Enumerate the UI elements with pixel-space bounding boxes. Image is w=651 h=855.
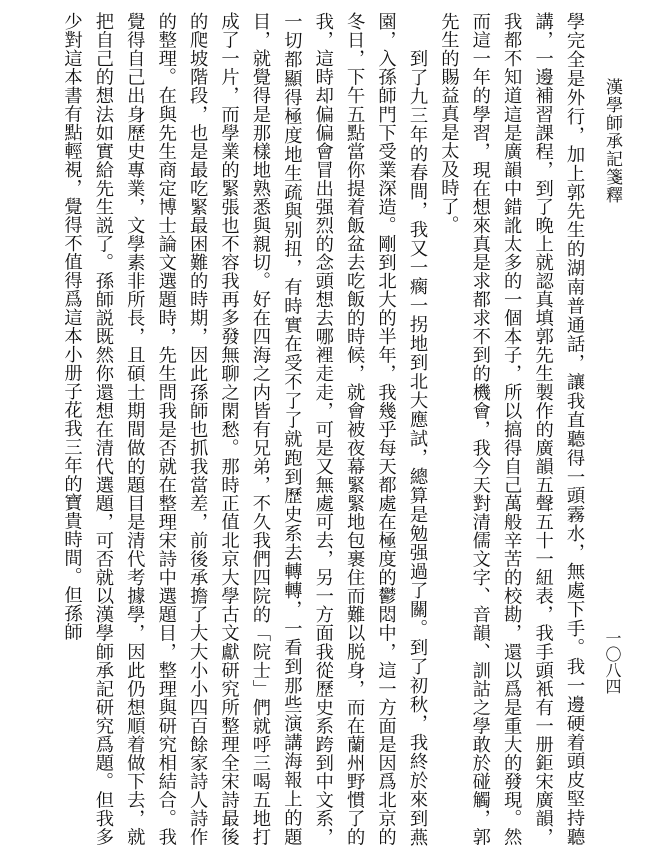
paragraph-continuation: 學完全是外行，加上郭先生的湖南普通話，讓我直聽得一頭霧水，無處下手。我一邊硬着頭皮堅持聽講，一邊補習課程，到了晚上就認真填郭先生製作的廣韻五聲五十一紐表，我手頭衹有一册鉅宋廣韻，我都不知道這是廣韻中錯訛太多的一個本子，所以搞得自己萬般辛苦的校勘，還以爲是重大的發現。然而這一年的學習，現在想來真是求都求不到的機會，我今天對清儒文字、音韻、訓詁之學敢於碰觸，郭先生的賜益真是太及時了。 [438, 12, 585, 846]
running-title: 漢學師承記箋釋 [602, 78, 622, 204]
text-body [42, 12, 590, 846]
paragraph-study-at-beida: 到了九三年的春間，我又一瘸一拐地到北大應試，總算是勉强過了關。到了初秋，我終於來到燕園，入孫師門下受業深造。剛到北大的半年，我幾乎每天都處在極度的鬱悶中，這一方面是因爲北京的冬日，下午五點當你提着飯盆去吃飯的時候，就會被夜幕緊緊地包裹住而難以脱身，而在蘭州野慣了的我，這時却偏偏會冒出强烈的念頭想去哪裡走走，可是又無處可去，另一方面我從歷史系跨到中文系，一切都顯得極度地生疏與别扭，有時實在受不了了就跑到歷史系去轉轉，一看到那些演講海報上的題目，就覺得是那樣地熟悉與親切。好在四海之内皆有兄弟，不久我們四院的「院士」們就呼三喝五地打成了一片，而學業的緊張也不容我再多發無聊之閑愁。那時正值北京大學古文獻研究所整理全宋詩最後的爬坡階段，也是最吃緊最困難的時期，因此孫師也抓我當差，前後承擔了大大小小四百餘家詩人詩作的整理。在與先生商定博士論文選題時，先生問我是否就在整理宋詩中選題目，整理與研究相結合。我覺得自己出身歷史專業，文學素非所長，且碩士期間做的題目是清代考據學，因此仍想順着做下去，就把自己的想法如實給先生説了。孫師説既然你還想在清代選題，可否就以漢學師承記研究爲題。但我多少對這本書有點輕視，覺得不值得爲這本小册子花我三年的寶貴時間。但孫師 [61, 12, 428, 846]
page-number: 一〇八四 [603, 630, 622, 694]
